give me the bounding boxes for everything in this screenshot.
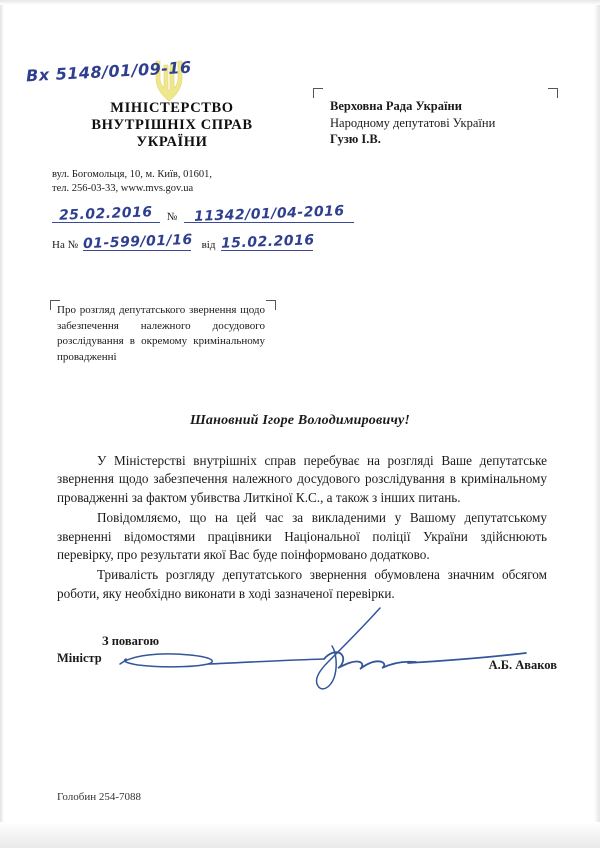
handwritten-signature-icon — [112, 606, 532, 696]
addressee-bracket-top-right — [548, 88, 558, 98]
body-paragraph: У Міністерстві внутрішніх справ перебуває на розгляді Ваше депутатське звернення щодо забезпечення належного досудового розслідування в кримінальному провадженні за фактом убивства Литкіної К.С., а також з інших питань. — [57, 453, 547, 505]
incoming-registration-stamp: Вх 5148/01/09-16 — [25, 57, 193, 86]
reply-date-label: від — [201, 239, 216, 251]
addressee-bracket-top-left — [313, 88, 323, 98]
scan-edge-top — [0, 0, 600, 5]
subject-text: Про розгляд депутатського звернення щодо забезпечення належного досудового розслідування в окремому кримінальному провадженні — [57, 304, 265, 363]
org-line-3: УКРАЇНИ — [136, 134, 208, 150]
letterhead-organization — [52, 100, 292, 151]
outgoing-date-value: 25.02.2016 — [58, 204, 154, 224]
org-line-1: МІНІСТЕРСТВО — [110, 100, 234, 116]
body-paragraph: Повідомляємо, що на цей час за викладеними у Вашому депутатському зверненні відомостями працівники Національної поліції України здійснюють перевірку, про результати якої Вас буде поінформовано додатково. — [57, 510, 547, 563]
org-line-2: ВНУТРІШНІХ СПРАВ — [91, 117, 253, 133]
subject-block — [57, 303, 265, 365]
address-line-2: тел. 256-03-33, www.mvs.gov.ua — [52, 183, 194, 194]
reply-label: На № — [52, 239, 79, 251]
outgoing-number-field — [184, 203, 354, 225]
addressee-line-1: Верховна Рада України — [330, 99, 462, 113]
reply-number-field — [82, 231, 193, 253]
signature-respect-line: З повагою — [102, 634, 160, 648]
body-text — [57, 452, 547, 605]
salutation: Шановний Ігоре Володимировичу! — [189, 413, 411, 428]
reference-row-outgoing — [52, 203, 345, 234]
signature-name: А.Б. Аваков — [488, 658, 557, 672]
address-line-1: вул. Богомольця, 10, м. Київ, 01601, — [52, 169, 213, 180]
subject-bracket-top-right — [266, 300, 276, 310]
signature-title: Міністр — [57, 651, 102, 665]
signature-block — [57, 634, 557, 694]
body-paragraph: Тривалість розгляду депутатського звернення обумовлена значним обсягом роботи, яку необхідно виконати в ході зазначеної перевірки. — [57, 567, 547, 601]
footer-contact: Голобин 254-7088 — [57, 791, 142, 803]
letterhead-address — [52, 168, 302, 196]
reference-row-reply — [52, 231, 342, 262]
reply-date-value: 15.02.2016 — [220, 232, 316, 252]
number-symbol: № — [166, 211, 178, 223]
addressee-block — [330, 98, 560, 148]
reply-number-value: 01-599/01/16 — [82, 231, 193, 253]
outgoing-date-field — [52, 206, 160, 223]
outgoing-number-value: 11342/01/04-2016 — [193, 203, 345, 225]
addressee-line-2: Народному депутатові України — [330, 115, 496, 130]
reply-date-field — [220, 232, 316, 252]
reference-lines — [52, 203, 345, 262]
scan-edge-bottom — [0, 822, 600, 848]
addressee-line-3: Гузю І.В. — [330, 132, 381, 146]
